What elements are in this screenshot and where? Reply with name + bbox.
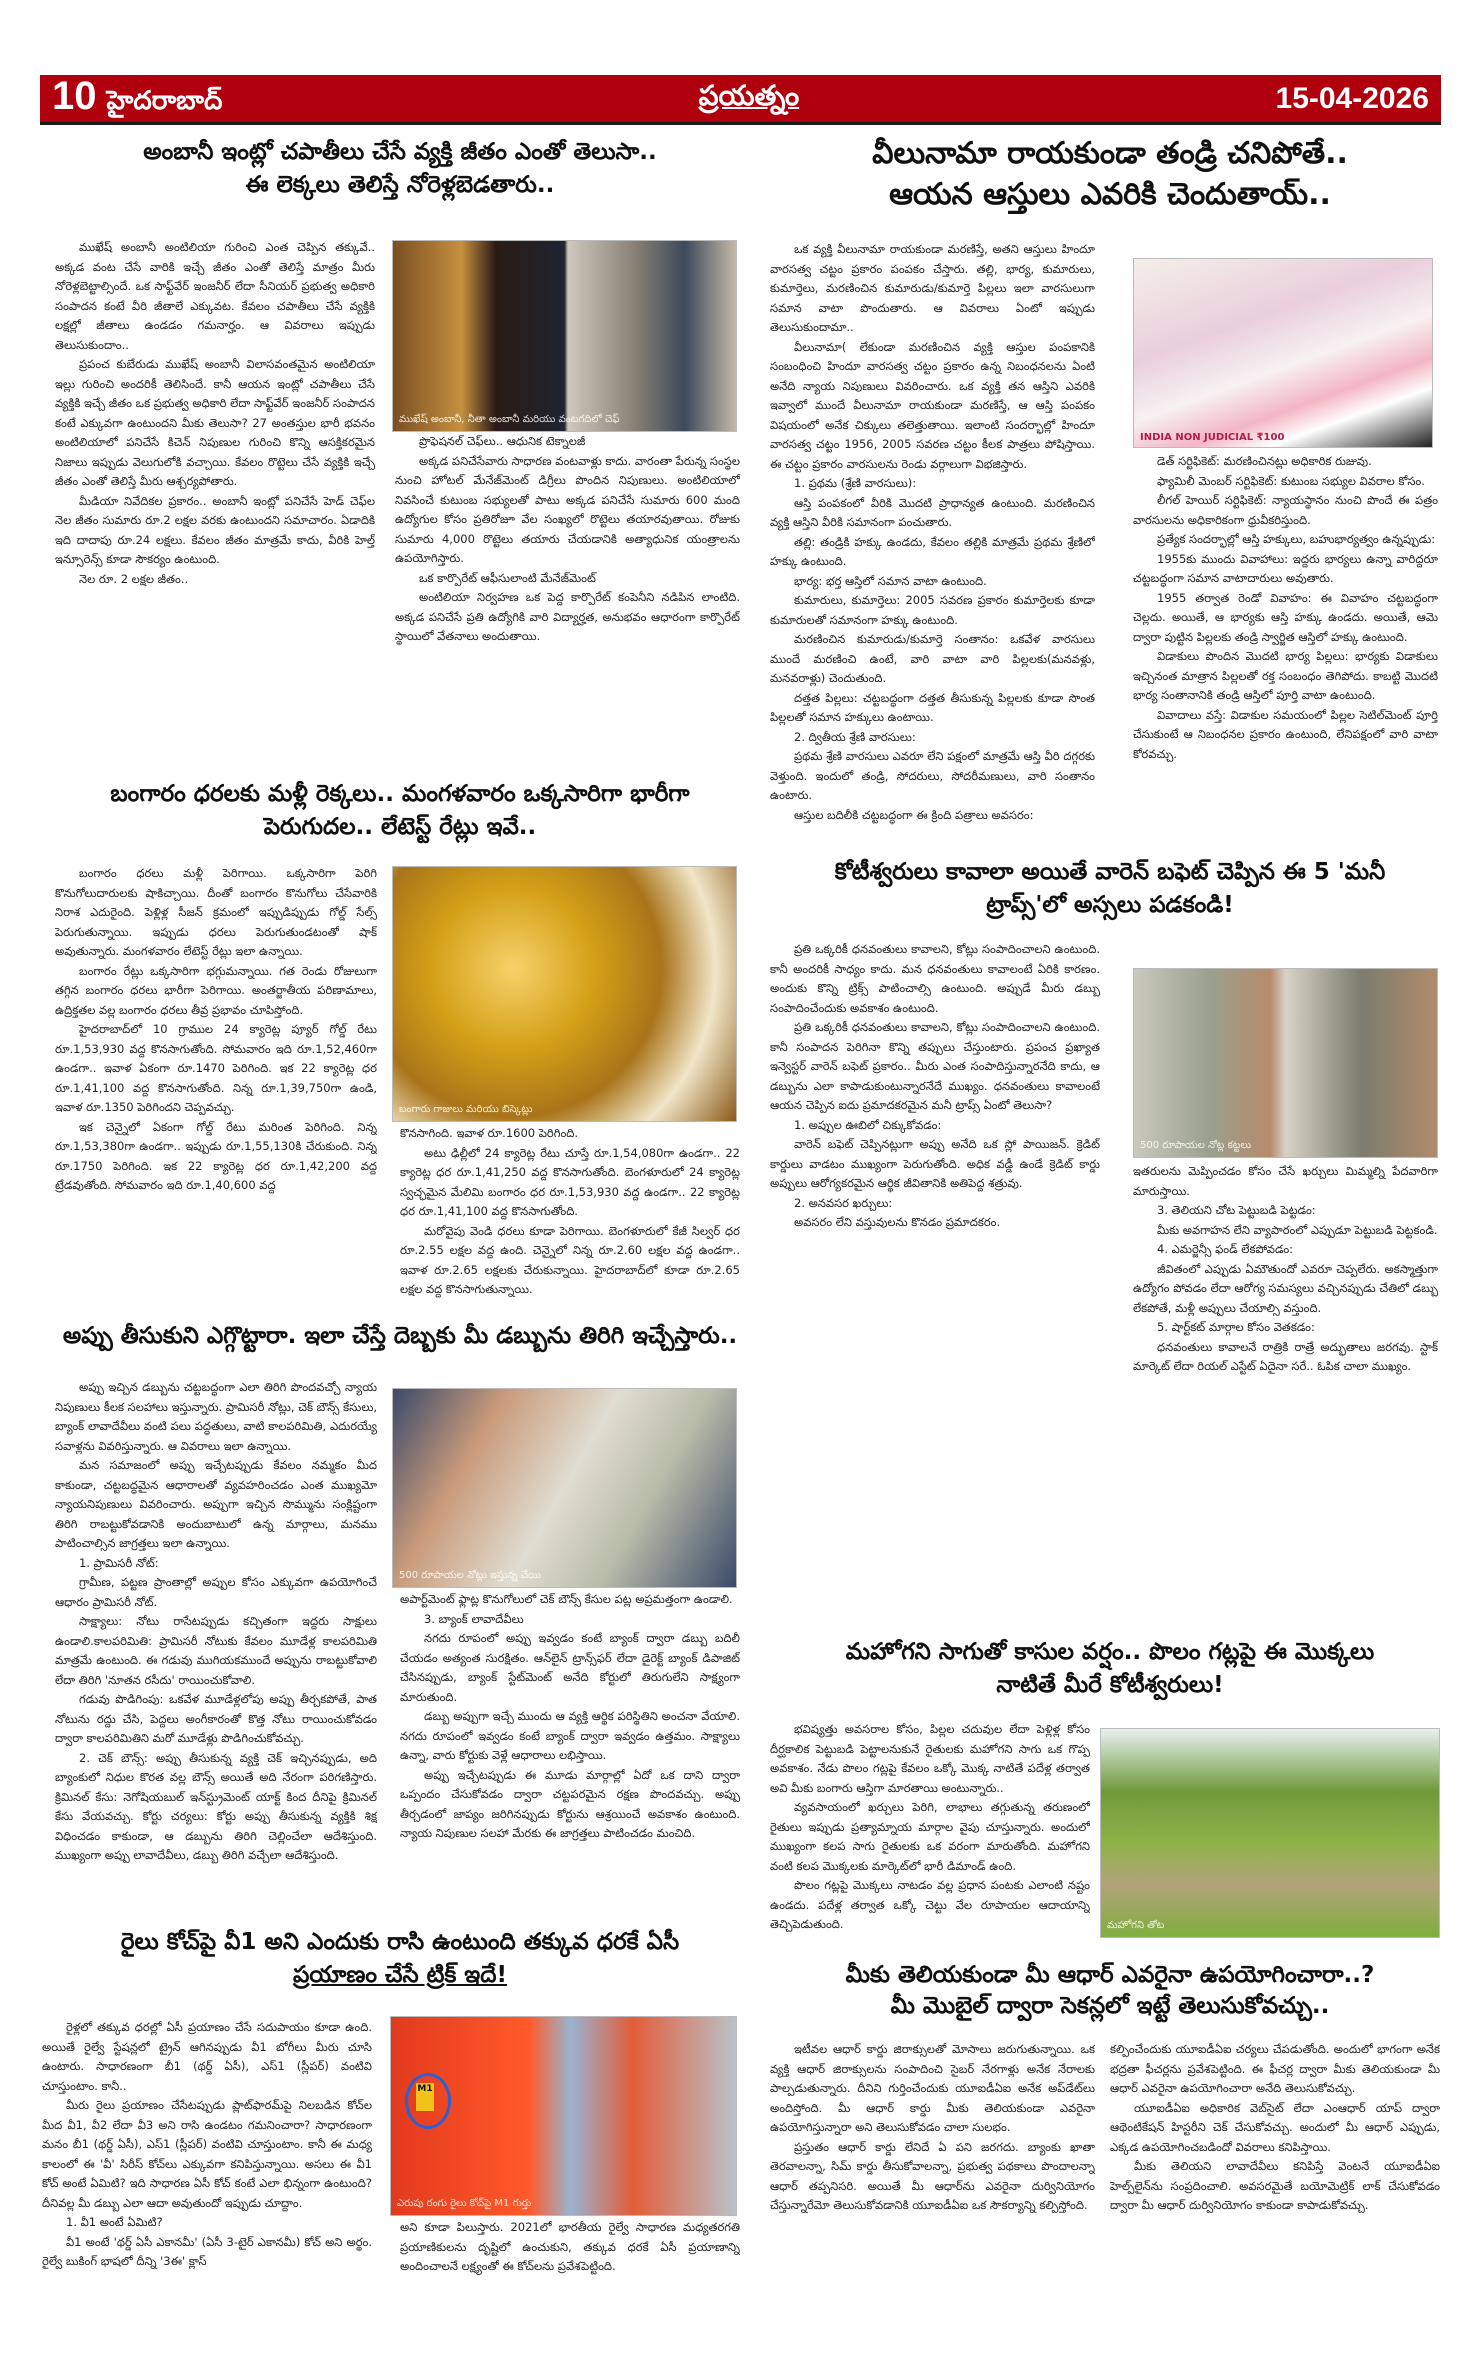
paragraph: ప్రపంచ కుబేరుడు ముఖేష్ అంబానీ విలాసవంతమైన అంటిలియా ఇల్లు గురించి అందరికీ తెలిసిందే. కానీ ఆయన ఇంట్లో చపాతీలు చేసే వ్యక్తికి ఇచ్చే జీతం ఒక ప్రభుత్వ అధికారి లేదా సాఫ్ట్‌వేర్ ఇంజనీర్ సంపాదన కంటే ఎక్కువగా ఉంటుందని మీకు తెలుసా? 27 అంతస్తుల భారీ భవనం అంటిలియాలో పనిచేసే కిచెన్ నిపుణుల గురించి కొన్ని ఆసక్తికరమైన నిజాలు ఇప్పుడు వెలుగులోకి వచ్చాయి. కేవలం రొట్టెలు చేసే వ్యక్తికి ఇచ్చే జీతం ఎంతో తెలిస్తే మీరు ఆశ్చర్యపోతారు. — [55, 357, 375, 488]
paragraph: మన సమాజంలో అప్పు ఇచ్చేటప్పుడు కేవలం నమ్మకం మీద కాకుండా, చట్టబద్ధమైన ఆధారాలతో వ్యవహరించడం ఎంత ముఖ్యమో న్యాయనిపుణులు వివరించారు. అప్పుగా ఇచ్చిన సొమ్మును సంక్లిష్టంగా తిరిగి రాబట్టుకోవడానికి అందుబాటులో ఉన్న మార్గాలు, మనము పాటించాల్సిన జాగ్రత్తలు ఇలా ఉన్నాయి. — [55, 1458, 377, 1550]
paragraph: విడాకులు పొందిన మొదటి భార్య పిల్లలు: భార్యకు విడాకులు ఇచ్చినంత మాత్రాన పిల్లలతో రక్త సంబంధం తెగిపోదు. కాబట్టి మొదటి భార్య సంతానానికి తండ్రి ఆస్తిలో పూర్తి వాటా ఉంటుంది. — [1133, 649, 1438, 702]
paragraph: ఒక వ్యక్తి వీలునామా రాయకుండా మరణిస్తే, అతని ఆస్తులు హిందూ వారసత్వ చట్టం ప్రకారం పంపకం చేస్తారు. తల్లి, భార్య, కుమారులు, కుమార్తెలు, మరణించిన కుమారుడు/కుమార్తె పిల్లలు ఇలా వారసులుగా సమాన వాటా పొందుతారు. ఆ వివరాలు ఏంటో ఇప్పుడు తెలుసుకుందామా.. — [770, 242, 1095, 334]
edition-city: హైదరాబాద్ — [106, 85, 223, 116]
photo-alt-text: ఎరుపు రంగు రైలు కోచ్‌పై M1 గుర్తు — [397, 2198, 532, 2209]
article-photo — [1100, 1728, 1440, 1938]
edition-date: 15-04-2026 — [1275, 81, 1429, 115]
paragraph: అక్కడ పనిచేసేవారు సాధారణ వంటవాళ్లు కాదు. వారంతా పేరున్న సంస్థల నుంచి హోటల్ మేనేజ్‌మెంట్ డిగ్రీలు పొందిన నిపుణులు. అంటిలియాలో నివసించే కుటుంబ సభ్యులతో పాటు అక్కడ పనిచేసే సుమారు 600 మంది ఉద్యోగుల కోసం ప్రతిరోజూ వేల సంఖ్యలో రొట్టెలు తయారవుతాయి. రోజుకు సుమారు 4,000 రొట్టెలు తయారు చేయడానికి అత్యాధునిక యంత్రాలను ఉపయోగిస్తారు. — [395, 453, 740, 565]
paragraph: ముఖేష్ అంబానీ అంటిలియా గురించి ఎంత చెప్పిన తక్కువే.. అక్కడ వంట చేసే వారికి ఇచ్చే జీతం ఎంతో తెలిస్తే మాత్రం మీరు నోరెళ్లబెట్టాల్సిందే. ఒక సాఫ్ట్‌వేర్ ఇంజనీర్ లేదా సీనియర్ ప్రభుత్వ అధికారి సంపాదన కంటే వీరి జీతాలే ఎక్కువట. కేవలం చపాతీలు చేసే వ్యక్తికి లక్షల్లో జీతాలు ఉండడం గమనార్హం. ఆ వివరాలు ఇప్పుడు తెలుసుకుందాం.. — [55, 240, 375, 352]
article-body — [770, 940, 1100, 1600]
stamp-text: INDIA NON JUDICIAL ₹100 — [1140, 432, 1285, 443]
headline-line-1: అంబానీ ఇంట్లో చపాతీలు చేసే వ్యక్తి జీతం ఎంతో తెలుసా.. — [143, 139, 657, 165]
photo-alt-text: 500 రూపాయల నోట్లు ఇస్తున్న చేయి — [399, 1570, 542, 1581]
article-headline — [760, 134, 1460, 215]
photo-alt-text: బంగారు గాజులు మరియు బిస్కెట్లు — [399, 1104, 533, 1115]
paragraph: రైళ్లలో తక్కువ ధరల్లో ఏసీ ప్రయాణం చేసే సదుపాయం కూడా ఉంది. అయితే రైల్వే స్టేషన్లలో ట్రైన్ ఆగినప్పుడు వీ1 బోగీలు మీరు చూసి ఉంటారు. సాధారణంగా బీ1 (థర్డ్ ఏసీ), ఎస్1 (స్లీపర్) వంటివి చూస్తుంటాం. కానీ.. — [42, 2020, 372, 2093]
paragraph: బంగారం రేట్లు ఒక్కసారిగా భగ్గుమన్నాయి. గత రెండు రోజులుగా తగ్గిన బంగారం ధరలు భారీగా పెరిగాయి. అంతర్జాతీయ పరిణామాలు, ఉద్రిక్తతల వల్ల బంగారం ధరలు తీవ్ర ప్రభావం చూపిస్తోంది. — [55, 963, 377, 1017]
paragraph: ప్రత్యేక సందర్భాల్లో ఆస్తి హక్కులు, బహుభార్యత్వం ఉన్నప్పుడు: — [1157, 532, 1436, 546]
paragraph: యూఐడీఏఐ అధికారిక వెబ్‌సైట్ లేదా ఎంఆధార్ యాప్ ద్వారా ఆథెంటికేషన్ హిస్టరీని చెక్ చేసుకోవచ్చు. అందులో మీ ఆధార్ ఎప్పుడు, ఎక్కడ ఉపయోగించబడిందో వివరాలు కనిపిస్తాయి. — [1110, 2100, 1440, 2154]
article-headline — [760, 1636, 1460, 1703]
article-body — [770, 1720, 1090, 1935]
article-body — [42, 2018, 372, 2288]
paragraph: గడువు పొడిగింపు: ఒకవేళ మూడేళ్లలోపు అప్పు తీర్చకపోతే, పాత నోటును రద్దు చేసి, పెద్దలు అంగీకారంతో కొత్త నోటు రాయించుకోవడం ద్వారా కాలపరిమితిని మరో మూడేళ్లు పొడిగించుకోవచ్చు. — [55, 1692, 377, 1745]
masthead-left — [52, 73, 223, 122]
subheading: 1. ప్రామిసరీ నోట్: — [79, 1555, 159, 1570]
headline-line-2: ప్రయాణం చేసే ట్రిక్ ఇదే! — [293, 1962, 507, 1989]
paragraph: అని కూడా పిలుస్తారు. 2021లో భారతీయ రైల్వే సాధారణ మధ్యతరగతి ప్రయాణికులను దృష్టిలో ఉంచుకుని, తక్కువ ధరకే ఏసీ ప్రయాణాన్ని అందించాలనే లక్ష్యంతో ఈ కోచ్‌లను ప్రవేశపెట్టింది. — [400, 2220, 740, 2273]
paragraph: ఇతరులను మెప్పించడం కోసం చేసే ఖర్చులు మిమ్మల్ని పేదవారిగా మారుస్తాయి. — [1133, 1164, 1438, 1198]
article-body — [770, 240, 1095, 830]
paragraph: అవసరం లేని వస్తువులను కొనడం ప్రమాదకరం. — [794, 1215, 1001, 1229]
article-headline — [40, 1320, 760, 1353]
article-headline — [40, 778, 760, 845]
paragraph: ఇటీవల ఆధార్ కార్డు జిరాక్సులతో మోసాలు జరుగుతున్నాయి. ఒక వ్యక్తి ఆధార్ జిరాక్సులను సంపాదించి సైబర్ నేరగాళ్లు అనేక నేరాలకు పాల్పడుతున్నారు. దీనిని గుర్తించేందుకు యూఐడీఏఐ అనేక అప్‌డేట్‌లు అందిస్తోంది. మీ ఆధార్ కార్డు మీకు తెలియకుండా ఎవరైనా ఉపయోగిస్తున్నారా అని తెలుసుకోవడం చాలా సులభం. — [770, 2042, 1095, 2134]
paragraph: ఆస్తి పంపకంలో వీరికి మొదటి ప్రాధాన్యత ఉంటుంది. మరణించిన వ్యక్తి ఆస్తిని వీరికి సమానంగా పంచుతారు. — [770, 495, 1095, 529]
coach-tag: M1 — [416, 2083, 434, 2111]
paragraph: దత్తత పిల్లలు: చట్టబద్ధంగా దత్తత తీసుకున్న పిల్లలకు కూడా సొంత పిల్లలతో సమాన హక్కులు ఉంటాయి. — [770, 690, 1095, 724]
paragraph: 1955 తర్వాత రెండో వివాహం: ఈ వివాహం చట్టబద్ధంగా చెల్లదు. అయితే, ఆ భార్యకు ఆస్తి హక్కు ఉండదు. అయితే, ఆమె ద్వారా పుట్టిన పిల్లలకు తండ్రి స్వార్జిత ఆస్తిలో హక్కు ఉంటుంది. — [1133, 590, 1438, 644]
article-continued — [400, 2218, 740, 2298]
paragraph: ప్రతి ఒక్కరికీ ధనవంతులు కావాలని, కోట్లు సంపాదించాలని ఉంటుంది. కానీ అందరికీ సాధ్యం కాదు. మన ధనవంతులు కావాలంటే ఏరికి కారణం. అందుకు కొన్ని ట్రిక్స్ పాటించాల్సి ఉంటుంది. అప్పుడే మీరు డబ్బు సంపాదించేందుకు అవకాశం ఉంటుంది. — [770, 942, 1100, 1015]
photo-alt-text: మహోగని తోట — [1107, 1920, 1165, 1931]
paragraph: వీ1 అంటే 'థర్డ్ ఏసీ ఎకానమీ' (ఏసీ 3-టైర్ ఎకానమీ) కోచ్ అని అర్థం. రైల్వే బుకింగ్ భాషలో దీన్ని '3ఈ' క్లాస్ — [42, 2234, 372, 2268]
paragraph: అప్పు ఇచ్చేటప్పుడు ఈ మూడు మార్గాల్లో ఏదో ఒక దాని ద్వారా ఒప్పందం చేసుకోవడం ద్వారా చట్టపరమైన రక్షణ పొందవచ్చు. అప్పు తీర్చడంలో జాప్యం జరిగినప్పుడు కోర్టును ఆశ్రయించే అవకాశం ఉంటుంది. న్యాయ నిపుణుల సలహా మేరకు ఈ జాగ్రత్తలు పాటించడం మంచిది. — [400, 1767, 740, 1840]
paragraph: వీలునామా( లేకుండా మరణించిన వ్యక్తి ఆస్తుల పంపకానికి సంబంధించి హిందూ వారసత్వ చట్టం ప్రకారం ఉన్న నిబంధనలను ఏంటి అనేది న్యాయ నిపుణులు వివరించారు. ఒక వ్యక్తి తన ఆస్తిని ఎవరికి ఇవ్వాలో ముందే వీలునామా రాయకుండా మరణిస్తే, ఆ ఆస్తి పంపకం విషయంలో అనేక చిక్కులు తలెత్తుతాయి. ఇలాంటి సందర్భాల్లో హిందూ వారసత్వ చట్టం 1956, 2005 సవరణ చట్టం కీలక పాత్రలు పోషిస్తాయి. ఈ చట్టం ప్రకారం వారసులను రెండు వర్గాలుగా విభజిస్తారు. — [770, 339, 1095, 471]
paragraph: మీకు తెలియని లావాదేవీలు కనిపిస్తే వెంటనే యూఐడీఏఐ హెల్ప్‌లైన్‌ను సంప్రదించాలి. అవసరమైతే బయోమెట్రిక్ లాక్ చేసుకోవడం ద్వారా మీ ఆధార్ దుర్వినియోగం కాకుండా కాపాడుకోవచ్చు. — [1110, 2159, 1440, 2212]
paragraph: కొనసాగింది. ఇవాళ రూ.1600 పెరిగింది. — [400, 1126, 579, 1140]
subheading: 3. తెలియని చోట పెట్టుబడి పెట్టడం: — [1157, 1203, 1316, 1217]
subheading: 1. ప్రథమ (శ్రేణి వారసులు): — [794, 476, 917, 490]
paragraph: నగదు రూపంలో అప్పు ఇవ్వడం కంటే బ్యాంక్ ద్వారా డబ్బు బదిలీ చేయడం అత్యంత సురక్షితం. ఆన్‌లైన్ ట్రాన్స్‌ఫర్ లేదా డైరెక్ట్ బ్యాంక్ డిపాజిట్ చేసినప్పుడు, బ్యాంక్ స్టేట్‌మెంట్ అనేది కోర్టులో తిరుగులేని సాక్ష్యంగా మారుతుంది. — [400, 1631, 740, 1704]
article-photo — [1133, 258, 1433, 448]
article-photo — [392, 240, 737, 432]
subheading: 3. బ్యాంక్ లావాదేవీలు — [424, 1611, 524, 1626]
paragraph: పొలం గట్లపై మొక్కలు నాటడం వల్ల ప్రధాన పంటకు ఎలాంటి నష్టం ఉండదు. పదేళ్ల తర్వాత ఒక్కో చెట్టు వేల రూపాయల ఆదాయాన్ని తెచ్చిపెడుతుంది. — [770, 1878, 1090, 1931]
subheading: ఒక కార్పొరేట్ ఆఫీసులాంటి మేనేజ్‌మెంట్ — [419, 570, 596, 585]
paragraph: ప్రతి ఒక్కరికీ ధనవంతులు కావాలని, కోట్లు సంపాదించాలని ఉంటుంది. కానీ సంపాదన పెరిగినా కొన్ని తప్పులు చేస్తుంటారు. ప్రపంచ ప్రఖ్యాత ఇన్వెస్టర్ వారెన్ బఫెట్ ప్రకారం.. మీరు ఎంత సంపాదిస్తున్నారనేది కాదు, ఆ డబ్బును ఎలా కాపాడుకుంటున్నారనేదే ముఖ్యం. ధనవంతులు కావాలంటే ఆయన చెప్పిన ఐదు ప్రమాదకరమైన మనీ ట్రాప్స్ ఏంటో తెలుసా? — [770, 1020, 1100, 1112]
article-headline — [760, 1960, 1460, 2022]
paragraph: గ్రామీణ, పట్టణ ప్రాంతాల్లో అప్పుల కోసం ఎక్కువగా ఉపయోగించే ఆధారం ప్రామిసరీ నోట్. — [55, 1575, 377, 1609]
paragraph: లీగల్ హెయిర్ సర్టిఫికెట్: న్యాయస్థానం నుంచి పొందే ఈ పత్రం వారసులను అధికారికంగా ధ్రువీకరిస్తుంది. — [1133, 493, 1438, 527]
paragraph: 1955కు ముందు వివాహాలు: ఇద్దరు భార్యలు ఉన్నా వారిద్దరూ చట్టబద్ధంగా సమాన వాటాదారులు అవుతారు. — [1133, 551, 1438, 585]
paragraph: బంగారం ధరలు మళ్లీ పెరిగాయి. ఒక్కసారిగా పెరిగి కొనుగోలుదారులకు షాకిచ్చాయి. దీంతో బంగారం కొనుగోలు చేసేవారికి నిరాశ ఎదురైంది. పెళ్లిళ్ల సీజన్ క్రమంలో ఇప్పుడిప్పుడు గోల్డ్ సేల్స్ పెరుగుతున్నాయి. ఇప్పుడు ధరలు పెరుగుతుండటంతో షాక్ అవుతున్నారు. మంగళవారం లేటెస్ట్ రేట్లు ఇలా ఉన్నాయి. — [55, 866, 377, 958]
paragraph: వివాదాలు వస్తే: విడాకుల సమయంలో పిల్లల సెటిల్‌మెంట్ పూర్తి చేసుకుంటే ఆ నిబంధనల ప్రకారం ఉంటుంది, లేనిపక్షంలో వారి వాటా కోరవచ్చు. — [1133, 707, 1438, 761]
article-photo — [1133, 968, 1438, 1158]
paragraph: ప్రథమ శ్రేణి వారసులు ఎవరూ లేని పక్షంలో మాత్రమే ఆస్తి వీరి దగ్గరకు వెళ్తుంది. ఇందులో తండ్రి, సోదరులు, సోదరీమణులు, వారి సంతానం ఉంటారు. — [770, 749, 1095, 802]
paragraph: అటు ఢిల్లీలో 24 క్యారెట్ల రేటు చూస్తే రూ.1,54,080గా ఉండగా.. 22 క్యారెట్ల ధర రూ.1,41,250 వద్ద కొనసాగుతోంది. బెంగళూరులో 24 క్యారెట్ల స్వచ్ఛమైన మేలిమి బంగారం ధర రూ.1,53,930 వద్ద ఉండగా.. 22 క్యారెట్ల ధర రూ.1,41,100 వద్ద కొనసాగుతోంది. — [400, 1145, 740, 1218]
headline-line-2: నాటితే మీరే కోటీశ్వరులు! — [996, 1672, 1224, 1699]
paragraph: ఫ్యామిలీ మెంబర్ సర్టిఫికెట్: కుటుంబ సభ్యుల వివరాల కోసం. — [1157, 473, 1425, 488]
paragraph: డెత్ సర్టిఫికెట్: మరణించినట్లు అధికారిక రుజువు. — [1157, 454, 1372, 468]
headline-line-1: అప్పు తీసుకుని ఎగ్గొట్టారా. ఇలా చేస్తే దెబ్బకు మీ డబ్బును తిరిగి ఇచ్చేస్తారు.. — [62, 1323, 738, 1349]
paragraph: మరోవైపు వెండి ధరలు కూడా పెరిగాయి. బెంగళూరులో కేజీ సిల్వర్ ధర రూ.2.55 లక్షల వద్ద ఉంది. చెన్నైలో నిన్న రూ.2.60 లక్షల వద్ద ఉండగా.. ఇవాళ రూ.2.65 లక్షలకు చేరుకున్నాయి. హైదరాబాద్‌లో కూడా రూ.2.65 లక్షల వద్ద కొనసాగుతున్నాయి. — [400, 1223, 740, 1296]
subheading: 2. అనవసర ఖర్చులు: — [794, 1195, 893, 1210]
paragraph: వ్యవసాయంలో ఖర్చులు పెరిగి, లాభాలు తగ్గుతున్న తరుణంలో రైతులు ఇప్పుడు ప్రత్యామ్నాయ మార్గాల వైపు చూస్తున్నారు. అందులో ముఖ్యంగా కలప సాగు రైతులకు ఒక వరంగా మారుతోంది. మహోగని వంటి కలప మొక్కలకు మార్కెట్‌లో భారీ డిమాండ్ ఉంది. — [770, 1800, 1090, 1873]
paragraph: వారెన్ బఫెట్ చెప్పినట్లుగా అప్పు అనేది ఒక స్లో పాయిజన్. క్రెడిట్ కార్డులు వాడటం ముఖ్యంగా పెరుగుతోంది. అధిక వడ్డీ ఉండే క్రెడిట్ కార్డు అప్పులు ఆరోగ్యకరమైన ఆర్థిక జీవితానికి అతిపెద్ద శత్రువు. — [770, 1137, 1100, 1190]
paragraph: ప్రస్తుతం ఆధార్ కార్డు లేనిదే ఏ పని జరగదు. బ్యాంకు ఖాతా తెరవాలన్నా, సిమ్ కార్డు తీసుకోవాలన్నా, ప్రభుత్వ పథకాలు పొందాలన్నా ఆధార్ తప్పనిసరి. అయితే మీ ఆధార్‌ను ఎవరైనా దుర్వినియోగం చేస్తున్నారేమో తెలుసుకోవడానికి యూఐడీఏఐ ఒక సౌకర్యాన్ని కల్పిస్తోంది. — [770, 2139, 1095, 2212]
article-body-continued — [1110, 2040, 1440, 2290]
headline-line-1: రైలు కోచ్‌పై వీ1 అని ఎందుకు రాసి ఉంటుంది తక్కువ ధరకే ఏసీ — [120, 1929, 680, 1955]
masthead — [40, 75, 1441, 125]
subheading: 2. ద్వితీయ శ్రేణి వారసులు: — [794, 729, 916, 744]
paragraph: అపార్ట్‌మెంట్ ఫ్లాట్ల కొనుగోలులో చెక్ బౌన్స్ కేసుల పట్ల అప్రమత్తంగా ఉండాలి. — [400, 1592, 733, 1606]
article-continued — [395, 432, 740, 762]
paragraph: కల్పించేందుకు యూఐడీఏఐ చర్యలు చేపడుతోంది. అందులో భాగంగా అనేక భద్రతా ఫీచర్లను ప్రవేశపెట్టింది. ఈ ఫీచర్ల ద్వారా మీకు తెలియకుండా మీ ఆధార్ ఎవరైనా ఉపయోగించారా అనేది తెలుసుకోవచ్చు. — [1110, 2042, 1440, 2095]
subheading: ప్రొఫెషనల్ చెఫ్‌లు.. ఆధునిక టెక్నాలజీ — [419, 434, 586, 448]
paragraph: మరణించిన కుమారుడు/కుమార్తె సంతానం: ఒకవేళ వారసులు ముందే మరణించి ఉంటే, వారి వాటా వారి పిల్లలకు(మనవళ్లు, మనవరాళ్లు) చెందుతుంది. — [770, 632, 1095, 685]
article-headline — [40, 1926, 760, 1993]
photo-alt-text: ముఖేష్ అంబానీ, నీతా అంబానీ మరియు వంటగదిలో చెఫ్ — [399, 414, 620, 425]
subheading: 1. వీ1 అంటే ఏమిటి? — [66, 2215, 163, 2229]
headline-line-2: ట్రాప్స్'లో అస్సలు పడకండి! — [986, 892, 1234, 919]
paragraph: అంటిలియా నిర్వహణ ఒక పెద్ద కార్పొరేట్ కంపెనీని నడిపిన లాంటిది. అక్కడ పనిచేసే ప్రతి ఉద్యోగికి వారి విద్యార్హత, అనుభవం ఆధారంగా కార్పొరేట్ స్థాయిలో వేతనాలు అందుతాయి. — [395, 590, 740, 643]
paragraph: ధనవంతులు కావాలనే రాత్రికి రాత్రే అద్భుతాలు జరగవు. స్టాక్ మార్కెట్ లేదా రియల్ ఎస్టేట్ ఏదైనా సరే.. ఓపిక చాలా ముఖ్యం. — [1133, 1339, 1438, 1373]
headline-line-1: మీకు తెలియకుండా మీ ఆధార్ ఎవరైనా ఉపయోగించారా..? — [845, 1962, 1375, 1988]
headline-line-1: మహోగని సాగుతో కాసుల వర్షం.. పొలం గట్లపై ఈ మొక్కలు — [845, 1639, 1375, 1665]
article-photo — [390, 2016, 737, 2216]
paragraph: కుమారులు, కుమార్తెలు: 2005 సవరణ ప్రకారం కుమార్తెలకు కూడా కుమారులతో సమానంగా హక్కు ఉంటుంది. — [770, 593, 1095, 627]
article-photo — [392, 866, 737, 1122]
headline-line-1: బంగారం ధరలకు మళ్లీ రెక్కలు.. మంగళవారం ఒక్కసారిగా భారీగా — [110, 781, 690, 807]
headline-line-2: పెరుగుదల.. లేటెస్ట్ రేట్లు ఇవే.. — [263, 814, 537, 841]
article-continued — [400, 1590, 740, 1910]
article-body — [770, 2040, 1095, 2290]
article-continued — [1133, 452, 1438, 832]
headline-line-1: వీలునామా రాయకుండా తండ్రి చనిపోతే.. — [872, 136, 1348, 171]
article-body — [55, 238, 375, 758]
subheading: 4. ఎమర్జెన్సీ ఫండ్ లేకపోవడం: — [1157, 1242, 1294, 1256]
paragraph: హైదరాబాద్‌లో 10 గ్రాముల 24 క్యారెట్ల ప్యూర్ గోల్డ్ రేటు రూ.1,53,930 వద్ద కొనసాగుతోంది. సోమవారం ఇది రూ.1,52,460గా ఉండగా.. ఇవాళ ఏకంగా రూ.1470 పెరిగింది. ఇక 22 క్యారెట్ల ధర రూ.1,41,100 వద్ద కొనసాగుతోంది. నిన్న రూ.1,39,750గా ఉండి, ఇవాళ రూ.1350 పెరిగిందని చెప్పవచ్చు. — [55, 1022, 377, 1114]
paragraph: భార్య: భర్త ఆస్తిలో సమాన వాటా ఉంటుంది. — [794, 573, 987, 588]
paragraph: అప్పు ఇచ్చిన డబ్బును చట్టబద్ధంగా ఎలా తిరిగి పొందవచ్చో న్యాయ నిపుణులు కీలక సలహాలు ఇస్తున్నారు. ప్రామిసరీ నోట్లు, చెక్ బౌన్స్ కేసులు, బ్యాంక్ లావాదేవీలు వంటి పలు పద్ధతులు, వాటి కాలపరిమితి, ఎదురయ్యే సవాళ్లను వివరిస్తున్నారు. ఆ వివరాలు ఇలా ఉన్నాయి. — [55, 1380, 377, 1453]
article-headline — [760, 856, 1460, 923]
article-body — [55, 864, 377, 1304]
article-headline — [40, 136, 760, 203]
paragraph: ఆస్తుల బదిలీకి చట్టబద్ధంగా ఈ క్రింది పత్రాలు అవసరం: — [794, 807, 1034, 822]
paragraph: డబ్బు అప్పుగా ఇచ్చే ముందు ఆ వ్యక్తి ఆర్థిక పరిస్థితిని అంచనా వేయాలి. నగదు రూపంలో ఇవ్వడం కంటే బ్యాంక్ ద్వారా ఇవ్వడం ఉత్తమం. సాక్ష్యాలు ఉన్నా, వారు కోర్టుకు వెళ్లే ఆధారాలు లభిస్తాయి. — [400, 1709, 740, 1762]
headline-line-2: ఈ లెక్కలు తెలిస్తే నోరెళ్లబెడతారు.. — [245, 172, 555, 199]
paragraph: మీకు అవగాహన లేని వ్యాపారంలో ఎప్పుడూ పెట్టుబడి పెట్టకండి. — [1157, 1222, 1438, 1237]
subheading: 5. షార్ట్‌కట్ మార్గాల కోసం వెతకడం: — [1157, 1320, 1315, 1334]
paragraph: తల్లి: తండ్రికి హక్కు ఉండదు, కేవలం తల్లికి మాత్రమే ప్రథమ శ్రేణిలో హక్కు ఉంటుంది. — [770, 534, 1095, 568]
article-body — [55, 1378, 377, 1908]
photo-alt-text: 500 రూపాయల నోట్ల కట్టలు — [1140, 1140, 1252, 1151]
paragraph: ఇక చెన్నైలో ఏకంగా గోల్డ్ రేటు మరింత పెరిగింది. నిన్న రూ.1,53,380గా ఉండగా.. ఇప్పుడు రూ.1,55,130కి చేరుకుంది. నిన్న రూ.1750 పెరిగింది. ఇక 22 క్యారెట్ల ధర రూ.1,42,200 వద్ద ట్రేడవుతోంది. సోమవారం ఇది రూ.1,40,600 వద్ద — [55, 1119, 377, 1192]
headline-line-2: ఆయన ఆస్తులు ఎవరికి చెందుతాయ్.. — [889, 176, 1331, 212]
subheading: 1. అప్పుల ఊబిలో చిక్కుకోవడం: — [794, 1117, 942, 1132]
headline-line-2: మీ మొబైల్ ద్వారా సెకన్లలో ఇట్టే తెలుసుకోవచ్చు.. — [890, 1993, 1330, 2020]
article-photo — [392, 1388, 737, 1588]
page-number: 10 — [52, 73, 97, 118]
paragraph: సాక్ష్యాలు: నోటు రాసేటప్పుడు కచ్చితంగా ఇద్దరు సాక్షులు ఉండాలి.కాలపరిమితి: ప్రామిసరీ నోటుకు కేవలం మూడేళ్ల కాలపరిమితి మాత్రమే ఉంటుంది. ఈ గడువు ముగియకముందే అప్పును రాబట్టుకోవాలి లేదా తిరిగి 'నూతన రసీదు' రాయించుకోవాలి. — [55, 1614, 377, 1687]
paragraph: నెల రూ. 2 లక్షల జీతం.. — [79, 571, 189, 586]
paragraph: మీడియా నివేదికల ప్రకారం.. అంబానీ ఇంట్లో పనిచేసే హెడ్ చెఫ్‌ల నెల జీతం సుమారు రూ.2 లక్షల వరకు ఉంటుందని సమాచారం. ఏడాదికి ఇది దాదాపు రూ.24 లక్షలు. కేవలం జీతం మాత్రమే కాదు, వీరికి హెల్త్ ఇన్సూరెన్స్ కూడా సౌకర్యం ఉంటుంది. — [55, 493, 375, 566]
newspaper-logo: ప్రయత్నం — [698, 78, 800, 112]
paragraph: మీరు రైలు ప్రయాణం చేసేటప్పుడు ప్లాట్‌ఫారమ్‌పై నిలబడిన కోచ్‌ల మీద వీ1, వీ2 లేదా వీ3 అని రాసి ఉండటం గమనించారా? సాధారణంగా మనం బీ1 (థర్డ్ ఏసీ), ఎస్1 (స్లీపర్) వంటివి చూస్తుంటాం. కానీ ఈ మధ్య కాలంలో ఈ 'వీ' సిరీస్ కోచ్‌లు ఎక్కువగా కనిపిస్తున్నాయి. అసలు ఈ వీ1 కోచ్ అంటే ఏమిటి? ఇది సాధారణ ఏసీ కోచ్ కంటే ఎలా భిన్నంగా ఉంటుంది? దీనివల్ల మీ డబ్బు ఎలా ఆదా అవుతుందో ఇప్పుడు చూద్దాం. — [42, 2098, 372, 2210]
article-continued — [1133, 1162, 1438, 1602]
headline-line-1: కోటీశ్వరులు కావాలా అయితే వారెన్ బఫెట్ చెప్పిన ఈ 5 'మనీ — [834, 859, 1386, 885]
paragraph: జీవితంలో ఎప్పుడు ఏమౌతుందో ఎవరూ చెప్పలేరు. అకస్మాత్తుగా ఉద్యోగం పోవడం లేదా ఆరోగ్య సమస్యలు వచ్చినప్పుడు చేతిలో డబ్బు లేకపోతే, మళ్లీ అప్పులు చేయాల్సి వస్తుంది. — [1133, 1261, 1438, 1315]
article-continued — [400, 1124, 740, 1314]
paragraph: 2. చెక్ బౌన్స్: అప్పు తీసుకున్న వ్యక్తి చెక్ ఇచ్చినప్పుడు, అది బ్యాంకులో నిధుల కొరత వల్ల బౌన్స్ అయితే అది నేరంగా పరిగణిస్తారు. క్రిమినల్ కేసు: నెగోషియబుల్ ఇన్‌స్ట్రుమెంట్ యాక్ట్ కింద దీనిపై క్రిమినల్ కేసు వేయవచ్చు. కోర్టు చర్యలు: కోర్టు అప్పు తీసుకున్న వ్యక్తికి శిక్ష విధించడం కాకుండా, ఆ డబ్బును తిరిగి చెల్లించేలా ఆదేశిస్తుంది. ముఖ్యంగా అప్పు లావాదేవీలు, డబ్బు తిరిగి వచ్చేలా ఆదేశిస్తుంది. — [55, 1750, 377, 1862]
paragraph: భవిష్యత్తు అవసరాల కోసం, పిల్లల చదువుల లేదా పెళ్లిళ్ల కోసం దీర్ఘకాలిక పెట్టుబడి పెట్టాలనుకునే రైతులకు మహోగని సాగు ఒక గొప్ప అవకాశం. నేడు పొలం గట్లపై కేవలం ఒక్కో మొక్క నాటితే పదేళ్ల తర్వాత అవి మీకు బంగారు ఆస్తిగా మారతాయి అంటున్నారు.. — [770, 1722, 1090, 1795]
